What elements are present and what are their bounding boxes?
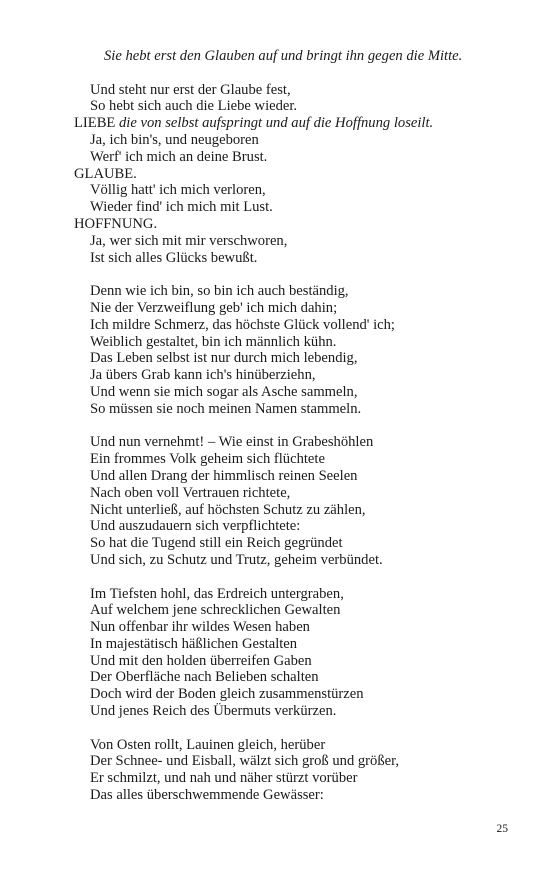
verse-line: Werf' ich mich an deine Brust. (90, 148, 268, 165)
blank-line (74, 418, 524, 435)
verse-line: Er schmilzt, und nah und näher stürzt vorüber (90, 770, 358, 787)
speaker-name: HOFFNUNG. (74, 215, 158, 232)
verse-line: Und auszudauern sich verpflichtete: (90, 518, 301, 535)
verse-line: Von Osten rollt, Lauinen gleich, herüber (90, 736, 326, 753)
speaker-name: LIEBE (74, 115, 116, 132)
poem-text (74, 48, 524, 804)
verse-line: Völlig hatt' ich mich verloren, (90, 182, 266, 199)
verse-line: Im Tiefsten hohl, das Erdreich untergraben, (90, 585, 344, 602)
page-number: 25 (496, 823, 508, 835)
blank-line (74, 266, 524, 283)
verse-line: Und wenn sie mich sogar als Asche sammeln, (90, 383, 358, 400)
verse-line: Und mit den holden überreifen Gaben (90, 652, 312, 669)
verse-line: Nicht unterließ, auf höchsten Schutz zu zählen, (90, 501, 366, 518)
verse-line: So hebt sich auch die Liebe wieder. (90, 98, 298, 115)
verse-line: So müssen sie noch meinen Namen stammeln. (90, 400, 362, 417)
speaker-name: GLAUBE. (74, 165, 137, 182)
blank-line (74, 65, 524, 82)
verse-line: Wieder find' ich mich mit Lust. (90, 199, 273, 216)
blank-line (74, 569, 524, 586)
verse-line: Denn wie ich bin, so bin ich auch beständig, (90, 283, 349, 300)
verse-line: Und jenes Reich des Übermuts verkürzen. (90, 703, 337, 720)
verse-line: Der Oberfläche nach Belieben schalten (90, 669, 319, 686)
verse-line: Auf welchem jene schrecklichen Gewalten (90, 602, 341, 619)
verse-line: So hat die Tugend still ein Reich gegründet (90, 535, 343, 552)
verse-line: Ich mildre Schmerz, das höchste Glück vollend' ich; (90, 316, 395, 333)
verse-line: Und sich, zu Schutz und Trutz, geheim verbündet. (90, 551, 383, 568)
verse-line: Ja, ich bin's, und neugeboren (90, 131, 259, 148)
blank-line (74, 720, 524, 737)
verse-line: Nun offenbar ihr wildes Wesen haben (90, 619, 310, 636)
speaker-line-liebe (74, 115, 524, 132)
verse-line: Das alles überschwemmende Gewässer: (90, 787, 324, 804)
verse-line: Doch wird der Boden gleich zusammenstürzen (90, 686, 364, 703)
verse-line: Und allen Drang der himmlisch reinen Seelen (90, 467, 358, 484)
verse-line: Ist sich alles Glücks bewußt. (90, 249, 258, 266)
verse-line: In majestätisch häßlichen Gestalten (90, 635, 298, 652)
verse-line: Ja übers Grab kann ich's hinüberziehn, (90, 367, 316, 384)
verse-line: Ja, wer sich mit mir verschworen, (90, 232, 288, 249)
verse-line: Der Schnee- und Eisball, wälzt sich groß und größer, (90, 753, 400, 770)
verse-line: Nach oben voll Vertrauen richtete, (90, 484, 291, 501)
verse-line: Und steht nur erst der Glaube fest, (90, 81, 291, 98)
verse-line: Weiblich gestaltet, bin ich männlich kühn. (90, 333, 337, 350)
stage-direction: die von selbst aufspringt und auf die Hoffnung loseilt. (119, 115, 434, 132)
verse-line: Das Leben selbst ist nur durch mich lebendig, (90, 350, 358, 367)
verse-line: Und nun vernehmt! – Wie einst in Grabeshöhlen (90, 434, 374, 451)
verse-line: Ein frommes Volk geheim sich flüchtete (90, 451, 325, 468)
stage-direction: Sie hebt erst den Glauben auf und bringt ihn gegen die Mitte. (104, 48, 463, 64)
verse-line: Nie der Verzweiflung geb' ich mich dahin; (90, 299, 338, 316)
